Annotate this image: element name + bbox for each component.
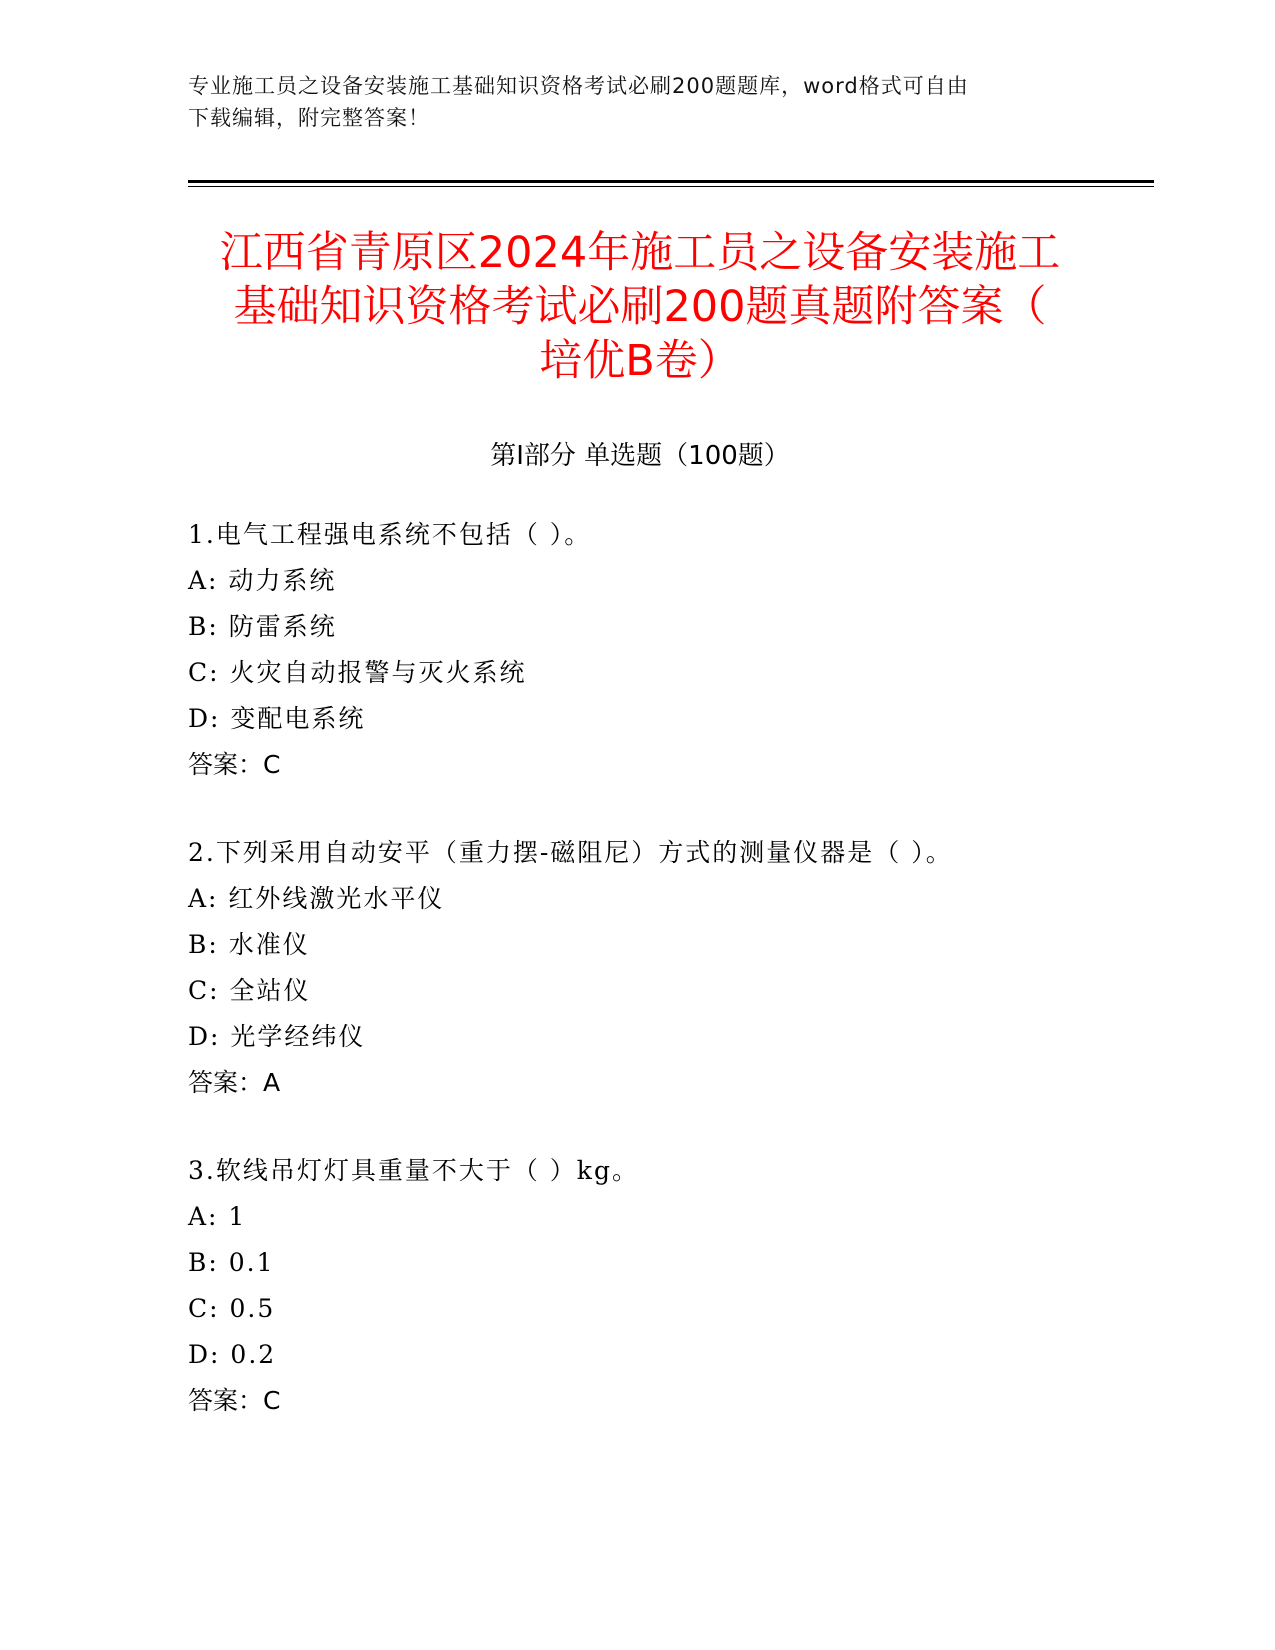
option-d: D: 0.2 [188,1340,277,1369]
header-note-line-1: 专业施工员之设备安装施工基础知识资格考试必刷200题题库，word格式可自由 [188,74,969,98]
header-divider-thin [188,186,1154,187]
question-stem: 1.电气工程强电系统不包括（ ）。 [188,520,592,549]
document-title-line-1: 江西省青原区2024年施工员之设备安装施工 [219,228,1061,278]
section-heading: 第Ⅰ部分 单选题（100题） [490,441,790,471]
option-d: D: 变配电系统 [188,704,366,733]
option-c: C: 0.5 [188,1294,276,1323]
option-b: B: 0.1 [188,1248,275,1277]
option-a: A: 红外线激光水平仪 [188,884,445,913]
answer: 答案：C [188,750,281,779]
option-c: C: 全站仪 [188,976,311,1005]
question-stem: 3.软线吊灯灯具重量不大于（ ）kg。 [188,1156,639,1185]
option-c: C: 火灾自动报警与灭火系统 [188,658,527,687]
option-a: A: 动力系统 [188,566,337,595]
document-title-line-3: 培优B卷） [539,336,741,386]
answer: 答案：A [188,1068,281,1097]
question-1 [188,512,1148,788]
answer: 答案：C [188,1386,281,1415]
document-title [150,226,1130,388]
header-note [188,70,1088,134]
header-note-line-2: 下载编辑，附完整答案！ [188,106,430,130]
option-a: A: 1 [188,1202,247,1231]
option-b: B: 水准仪 [188,930,310,959]
option-b: B: 防雷系统 [188,612,337,641]
option-d: D: 光学经纬仪 [188,1022,366,1051]
document-title-line-2: 基础知识资格考试必刷200题真题附答案（ [233,282,1047,332]
header-divider-thick [188,180,1154,183]
question-3 [188,1148,1148,1424]
question-stem: 2.下列采用自动安平（重力摆-磁阻尼）方式的测量仪器是（ ）。 [188,838,953,867]
question-2 [188,830,1148,1106]
